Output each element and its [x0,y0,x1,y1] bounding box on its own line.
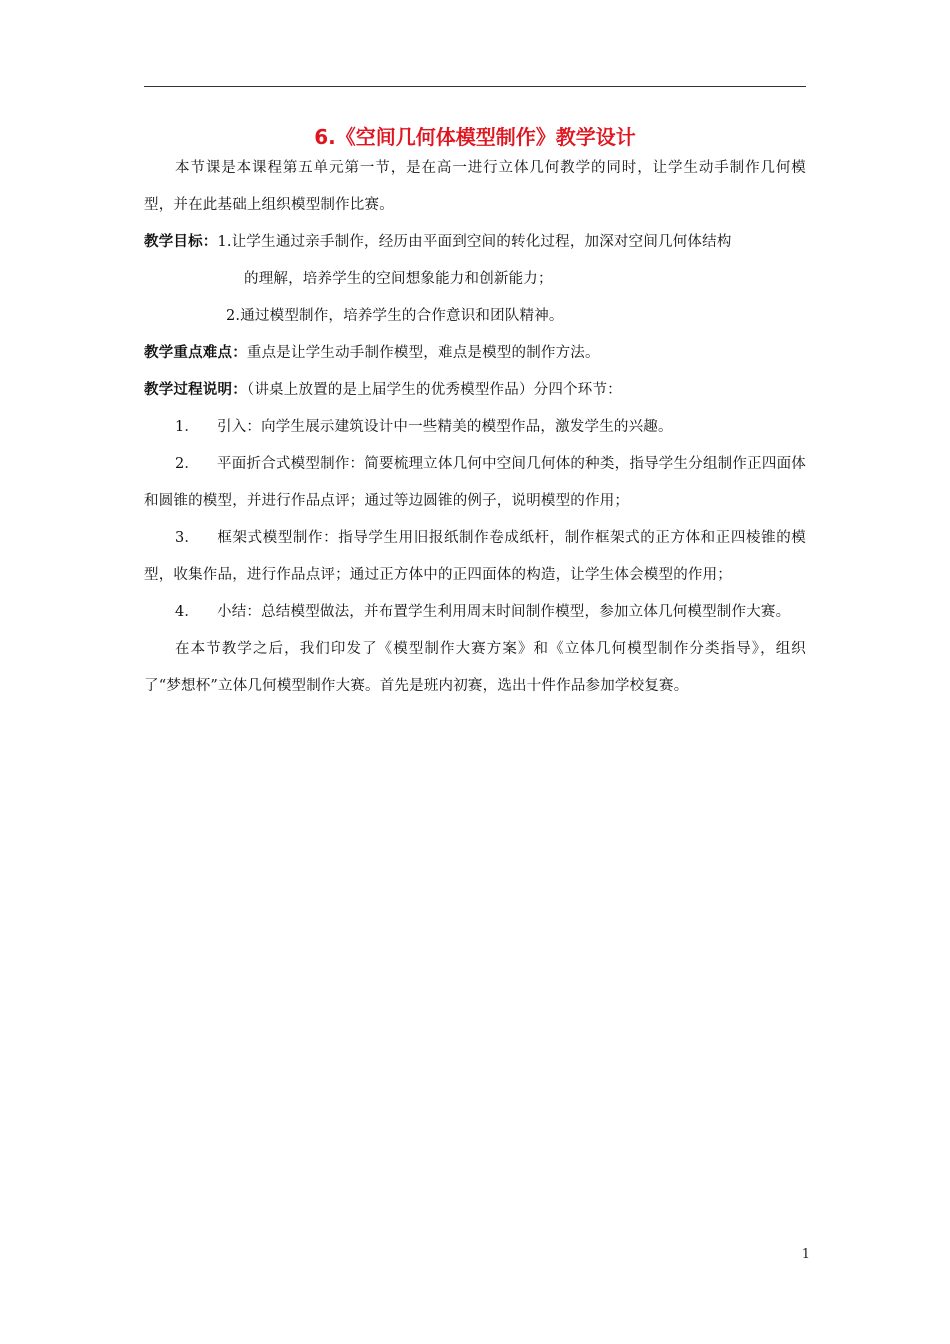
step-text: 小结：总结模型做法，并布置学生利用周末时间制作模型，参加立体几何模型制作大赛。 [217,604,791,620]
step-text: 平面折合式模型制作：简要梳理立体几何中空间几何体的种类，指导学生分组制作正四面体和圆锥的模型，并进行作品点评；通过等边圆锥的例子，说明模型的作用； [144,456,806,509]
step-number: 1． [175,419,200,435]
goals-label: 教学目标： [144,234,218,250]
step-number: 4． [175,604,200,620]
document-title: 6.《空间几何体模型制作》教学设计 [314,125,636,149]
goals-line-1 [144,224,806,261]
document-body [144,150,806,705]
step-number: 3． [175,530,200,546]
process-step-1 [144,409,806,446]
process-step-3 [144,520,806,594]
process-paragraph [144,372,806,409]
step-text: 框架式模型制作：指导学生用旧报纸制作卷成纸杆，制作框架式的正方体和正四棱锥的模型，收集作品，进行作品点评；通过正方体中的正四面体的构造，让学生体会模型的作用； [144,530,806,583]
key-points-label: 教学重点难点： [144,345,247,361]
goal-2-text: 2.通过模型制作，培养学生的合作意识和团队精神。 [226,308,564,324]
key-points-text: 重点是让学生动手制作模型，难点是模型的制作方法。 [246,345,600,361]
step-text: 引入：向学生展示建筑设计中一些精美的模型作品，激发学生的兴趣。 [217,419,673,435]
process-step-2 [144,446,806,520]
intro-paragraph: 本节课是本课程第五单元第一节，是在高一进行立体几何教学的同时，让学生动手制作几何模型，并在此基础上组织模型制作比赛。 [144,160,806,213]
key-points-paragraph [144,335,806,372]
step-number: 2． [175,456,200,472]
goals-line-2: 的理解，培养学生的空间想象能力和创新能力； [244,271,553,287]
page-number: 1 [801,1247,810,1262]
process-label: 教学过程说明： [144,382,247,398]
process-text: （讲桌上放置的是上届学生的优秀模型作品）分四个环节： [246,382,622,398]
closing-paragraph: 在本节教学之后，我们印发了《模型制作大赛方案》和《立体几何模型制作分类指导》，组织了“梦想杯”立体几何模型制作大赛。首先是班内初赛，选出十件作品参加学校复赛。 [144,641,806,694]
header-rule [144,86,806,87]
goal-1-text: 1.让学生通过亲手制作，经历由平面到空间的转化过程，加深对空间几何体结构 [217,234,732,250]
process-step-4 [144,594,806,631]
